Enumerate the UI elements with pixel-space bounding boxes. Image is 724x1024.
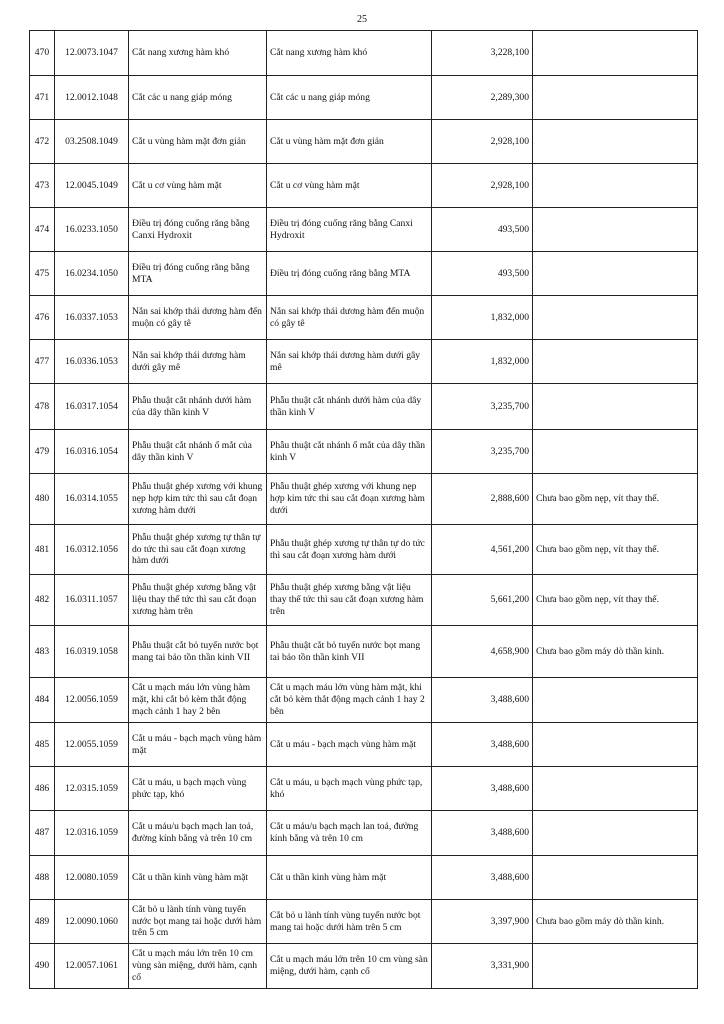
row-number-cell: 478 <box>30 384 55 430</box>
service-name-mapped-cell: Cắt u máu/u bạch mạch lan toả, đường kính bằng và trên 10 cm <box>267 811 432 856</box>
price-cell: 1,832,000 <box>432 340 533 384</box>
note-cell: Chưa bao gồm nẹp, vít thay thế. <box>533 575 698 626</box>
note-cell <box>533 811 698 856</box>
table-row <box>30 340 698 384</box>
row-number-cell: 477 <box>30 340 55 384</box>
row-number-cell: 476 <box>30 296 55 340</box>
price-cell: 2,928,100 <box>432 120 533 164</box>
price-cell: 3,331,900 <box>432 944 533 989</box>
service-name-cell: Điều trị đóng cuống răng bằng MTA <box>129 252 267 296</box>
note-cell <box>533 384 698 430</box>
service-name-mapped-cell: Cắt bỏ u lành tính vùng tuyến nước bọt mang tai hoặc dưới hàm trên 5 cm <box>267 900 432 944</box>
note-cell <box>533 430 698 474</box>
table-row <box>30 811 698 856</box>
row-number-cell: 482 <box>30 575 55 626</box>
service-name-mapped-cell: Cắt u máu - bạch mạch vùng hàm mặt <box>267 723 432 767</box>
table-row <box>30 252 698 296</box>
price-cell: 2,928,100 <box>432 164 533 208</box>
price-cell: 3,228,100 <box>432 31 533 76</box>
note-cell <box>533 120 698 164</box>
row-number-cell: 490 <box>30 944 55 989</box>
service-code-cell: 16.0234.1050 <box>55 252 129 296</box>
table-row <box>30 384 698 430</box>
row-number-cell: 483 <box>30 626 55 678</box>
service-name-cell: Phẫu thuật cắt nhánh dưới hàm của dây thần kinh V <box>129 384 267 430</box>
service-name-cell: Nắn sai khớp thái dương hàm dưới gây mê <box>129 340 267 384</box>
service-name-mapped-cell: Điều trị đóng cuống răng bằng Canxi Hydroxit <box>267 208 432 252</box>
service-name-cell: Cắt các u nang giáp móng <box>129 76 267 120</box>
service-name-mapped-cell: Nắn sai khớp thái dương hàm dưới gây mê <box>267 340 432 384</box>
note-cell <box>533 31 698 76</box>
price-cell: 2,888,600 <box>432 474 533 525</box>
row-number-cell: 487 <box>30 811 55 856</box>
table-row <box>30 164 698 208</box>
table-row <box>30 208 698 252</box>
price-cell: 4,561,200 <box>432 525 533 575</box>
service-name-mapped-cell: Phẫu thuật cắt bỏ tuyến nước bọt mang tai bảo tồn thần kinh VII <box>267 626 432 678</box>
row-number-cell: 486 <box>30 767 55 811</box>
service-name-cell: Cắt u máu/u bạch mạch lan toả, đường kính bằng và trên 10 cm <box>129 811 267 856</box>
price-cell: 3,488,600 <box>432 811 533 856</box>
service-name-mapped-cell: Nắn sai khớp thái dương hàm đến muộn có gây tê <box>267 296 432 340</box>
note-cell <box>533 767 698 811</box>
service-name-mapped-cell: Phẫu thuật ghép xương bằng vật liệu thay thế tức thì sau cắt đoạn xương hàm trên <box>267 575 432 626</box>
note-cell <box>533 678 698 723</box>
service-name-cell: Cắt u thần kinh vùng hàm mặt <box>129 856 267 900</box>
service-name-cell: Cắt bỏ u lành tính vùng tuyến nước bọt mang tai hoặc dưới hàm trên 5 cm <box>129 900 267 944</box>
service-code-cell: 12.0057.1061 <box>55 944 129 989</box>
table-row <box>30 525 698 575</box>
service-code-cell: 12.0073.1047 <box>55 31 129 76</box>
service-name-cell: Nắn sai khớp thái dương hàm đến muộn có gây tê <box>129 296 267 340</box>
service-name-cell: Phẫu thuật ghép xương tự thân tự do tức thì sau cắt đoạn xương hàm dưới <box>129 525 267 575</box>
service-code-cell: 16.0316.1054 <box>55 430 129 474</box>
row-number-cell: 473 <box>30 164 55 208</box>
price-table <box>29 30 698 989</box>
price-cell: 3,235,700 <box>432 384 533 430</box>
note-cell <box>533 856 698 900</box>
service-name-cell: Phẫu thuật cắt bỏ tuyến nước bọt mang tai bảo tồn thần kinh VII <box>129 626 267 678</box>
service-name-mapped-cell: Cắt u vùng hàm mặt đơn giản <box>267 120 432 164</box>
row-number-cell: 479 <box>30 430 55 474</box>
service-code-cell: 12.0056.1059 <box>55 678 129 723</box>
table-row <box>30 856 698 900</box>
note-cell <box>533 252 698 296</box>
table-row <box>30 944 698 989</box>
row-number-cell: 474 <box>30 208 55 252</box>
service-name-mapped-cell: Cắt u thần kinh vùng hàm mặt <box>267 856 432 900</box>
service-name-cell: Cắt u mạch máu lớn vùng hàm mặt, khi cắt bỏ kèm thắt động mạch cảnh 1 hay 2 bên <box>129 678 267 723</box>
service-code-cell: 12.0012.1048 <box>55 76 129 120</box>
service-code-cell: 12.0315.1059 <box>55 767 129 811</box>
note-cell <box>533 296 698 340</box>
service-name-cell: Cắt u cơ vùng hàm mặt <box>129 164 267 208</box>
service-code-cell: 12.0090.1060 <box>55 900 129 944</box>
service-code-cell: 03.2508.1049 <box>55 120 129 164</box>
service-name-mapped-cell: Phẫu thuật cắt nhánh ổ mắt của dây thần kinh V <box>267 430 432 474</box>
service-name-mapped-cell: Cắt u mạch máu lớn trên 10 cm vùng sàn miệng, dưới hàm, cạnh cổ <box>267 944 432 989</box>
table-row <box>30 474 698 525</box>
row-number-cell: 489 <box>30 900 55 944</box>
service-name-cell: Cắt u máu - bạch mạch vùng hàm mặt <box>129 723 267 767</box>
service-name-mapped-cell: Cắt các u nang giáp móng <box>267 76 432 120</box>
note-cell: Chưa bao gồm máy dò thần kinh. <box>533 900 698 944</box>
note-cell: Chưa bao gồm máy dò thần kinh. <box>533 626 698 678</box>
note-cell: Chưa bao gồm nẹp, vít thay thế. <box>533 474 698 525</box>
service-name-cell: Phẫu thuật ghép xương bằng vật liệu thay thế tức thì sau cắt đoạn xương hàm trên <box>129 575 267 626</box>
note-cell <box>533 340 698 384</box>
price-cell: 3,488,600 <box>432 767 533 811</box>
table-row <box>30 76 698 120</box>
service-code-cell: 16.0311.1057 <box>55 575 129 626</box>
table-row <box>30 430 698 474</box>
table-row <box>30 120 698 164</box>
note-cell <box>533 208 698 252</box>
service-code-cell: 16.0336.1053 <box>55 340 129 384</box>
table-row <box>30 767 698 811</box>
table-row <box>30 296 698 340</box>
service-name-mapped-cell: Phẫu thuật cắt nhánh dưới hàm của dây thần kinh V <box>267 384 432 430</box>
price-cell: 1,832,000 <box>432 296 533 340</box>
note-cell: Chưa bao gồm nẹp, vít thay thế. <box>533 525 698 575</box>
table-row <box>30 900 698 944</box>
row-number-cell: 472 <box>30 120 55 164</box>
row-number-cell: 488 <box>30 856 55 900</box>
service-code-cell: 12.0055.1059 <box>55 723 129 767</box>
service-name-mapped-cell: Cắt u cơ vùng hàm mặt <box>267 164 432 208</box>
page-number: 25 <box>357 14 367 25</box>
row-number-cell: 481 <box>30 525 55 575</box>
note-cell <box>533 723 698 767</box>
service-name-mapped-cell: Phẫu thuật ghép xương với khung nẹp hợp kim tức thì sau cắt đoạn xương hàm dưới <box>267 474 432 525</box>
note-cell <box>533 76 698 120</box>
row-number-cell: 470 <box>30 31 55 76</box>
service-code-cell: 16.0314.1055 <box>55 474 129 525</box>
price-cell: 3,488,600 <box>432 723 533 767</box>
service-name-cell: Cắt nang xương hàm khó <box>129 31 267 76</box>
row-number-cell: 480 <box>30 474 55 525</box>
table-row <box>30 575 698 626</box>
service-code-cell: 16.0319.1058 <box>55 626 129 678</box>
price-cell: 493,500 <box>432 208 533 252</box>
note-cell <box>533 164 698 208</box>
price-cell: 493,500 <box>432 252 533 296</box>
table-row <box>30 31 698 76</box>
row-number-cell: 484 <box>30 678 55 723</box>
row-number-cell: 485 <box>30 723 55 767</box>
service-name-cell: Cắt u mạch máu lớn trên 10 cm vùng sàn miệng, dưới hàm, cạnh cổ <box>129 944 267 989</box>
price-cell: 2,289,300 <box>432 76 533 120</box>
price-cell: 3,235,700 <box>432 430 533 474</box>
service-name-cell: Phẫu thuật cắt nhánh ổ mắt của dây thần kinh V <box>129 430 267 474</box>
service-name-cell: Phẫu thuật ghép xương với khung nẹp hợp kim tức thì sau cắt đoạn xương hàm dưới <box>129 474 267 525</box>
service-code-cell: 12.0045.1049 <box>55 164 129 208</box>
table-row <box>30 678 698 723</box>
note-cell <box>533 944 698 989</box>
price-cell: 3,488,600 <box>432 678 533 723</box>
service-name-mapped-cell: Cắt u máu, u bạch mạch vùng phức tạp, khó <box>267 767 432 811</box>
service-name-mapped-cell: Cắt nang xương hàm khó <box>267 31 432 76</box>
table-row <box>30 723 698 767</box>
price-cell: 5,661,200 <box>432 575 533 626</box>
service-code-cell: 16.0312.1056 <box>55 525 129 575</box>
service-name-cell: Điều trị đóng cuống răng bằng Canxi Hydroxit <box>129 208 267 252</box>
price-cell: 3,488,600 <box>432 856 533 900</box>
service-code-cell: 16.0317.1054 <box>55 384 129 430</box>
service-code-cell: 12.0316.1059 <box>55 811 129 856</box>
service-name-mapped-cell: Phẫu thuật ghép xương tự thân tự do tức thì sau cắt đoạn xương hàm dưới <box>267 525 432 575</box>
row-number-cell: 475 <box>30 252 55 296</box>
price-cell: 4,658,900 <box>432 626 533 678</box>
service-name-cell: Cắt u máu, u bạch mạch vùng phức tạp, khó <box>129 767 267 811</box>
service-code-cell: 16.0337.1053 <box>55 296 129 340</box>
table-body <box>30 31 698 989</box>
service-name-cell: Cắt u vùng hàm mặt đơn giản <box>129 120 267 164</box>
service-code-cell: 12.0080.1059 <box>55 856 129 900</box>
service-code-cell: 16.0233.1050 <box>55 208 129 252</box>
table-row <box>30 626 698 678</box>
service-name-mapped-cell: Cắt u mạch máu lớn vùng hàm mặt, khi cắt bỏ kèm thắt động mạch cảnh 1 hay 2 bên <box>267 678 432 723</box>
service-name-mapped-cell: Điều trị đóng cuống răng bằng MTA <box>267 252 432 296</box>
price-cell: 3,397,900 <box>432 900 533 944</box>
row-number-cell: 471 <box>30 76 55 120</box>
